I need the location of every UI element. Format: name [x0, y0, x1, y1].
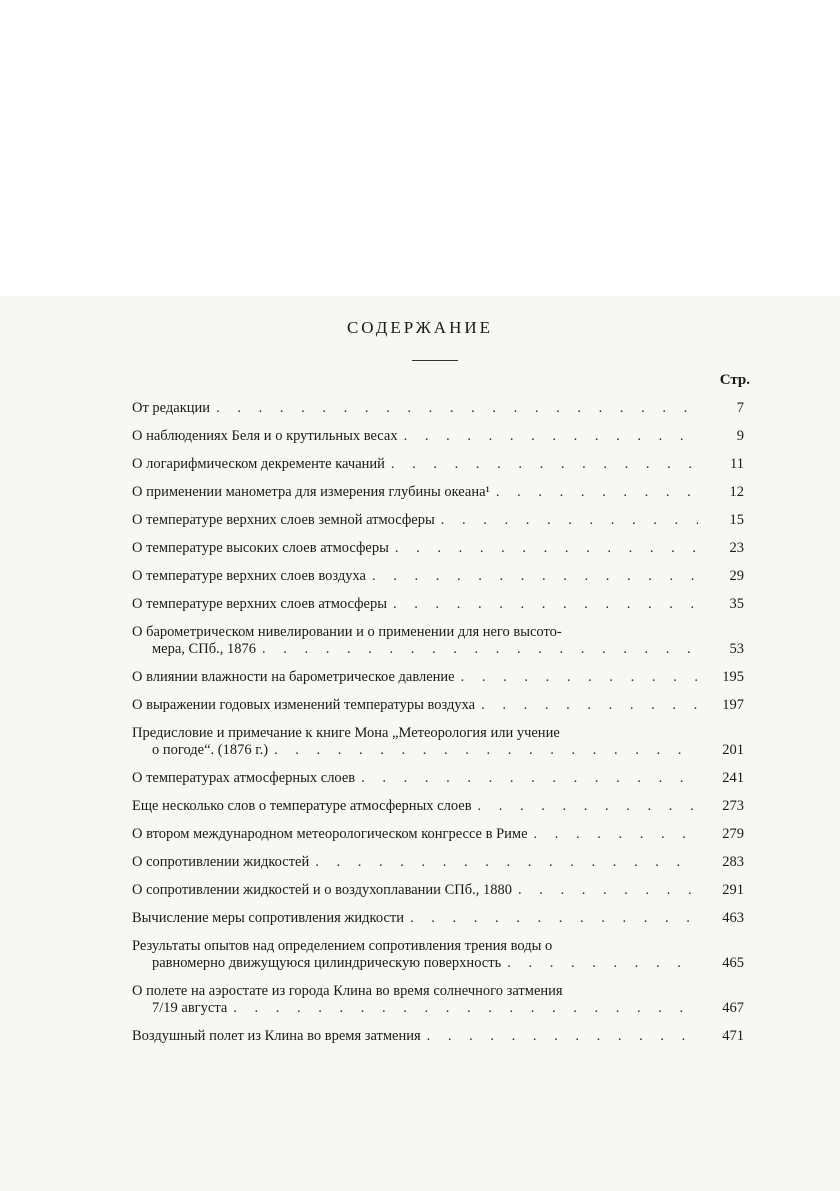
toc-entry — [132, 568, 744, 585]
toc-page-number: 467 — [722, 1000, 744, 1016]
toc-page-number: 23 — [729, 540, 744, 556]
toc-entry — [132, 540, 744, 557]
toc-entry-title: Вычисление меры сопротивления жидкости — [132, 910, 404, 926]
toc-entry — [132, 624, 744, 658]
toc-entry-title-line: 7/19 августа — [152, 1000, 228, 1016]
toc-page-number: 29 — [729, 568, 744, 584]
toc-entry-title: Воздушный полет из Клина во время затмения — [132, 1028, 421, 1044]
dot-leader — [441, 512, 698, 529]
toc-entry — [132, 983, 744, 1017]
dot-leader — [233, 1000, 698, 1017]
toc-entry-title: О втором международном метеорологическом конгрессе в Риме — [132, 826, 528, 842]
toc-entry-title: О температуре высоких слоев атмосферы — [132, 540, 389, 556]
toc-entry — [132, 725, 744, 759]
toc-entry-title: От редакции — [132, 400, 211, 416]
toc-entry-title-line: Результаты опытов над определением сопротивления трения воды о — [132, 938, 553, 954]
toc-entry-title-line: мера, СПб., 1876 — [152, 641, 256, 657]
toc-page-number: 463 — [722, 910, 744, 926]
toc-page-number: 15 — [729, 512, 744, 528]
toc-entry-title: О температуре верхних слоев воздуха — [132, 568, 366, 584]
toc-page-number: 471 — [722, 1028, 744, 1044]
toc-entry-title-line: О барометрическом нивелировании и о применении для него высото- — [132, 624, 562, 640]
toc-entry — [132, 854, 744, 871]
toc-page-number: 7 — [736, 400, 744, 416]
toc-entry — [132, 428, 744, 445]
toc-entry-title: О сопротивлении жидкостей и о воздухоплавании СПб., 1880 — [132, 882, 512, 898]
toc-entry-title-line: Предисловие и примечание к книге Мона „Метеорология или учение — [132, 725, 560, 741]
toc-page-number: 12 — [729, 484, 744, 500]
dot-leader — [518, 882, 698, 899]
toc-entry — [132, 697, 744, 714]
toc-page-number: 195 — [722, 669, 744, 685]
toc-page-number: 53 — [729, 641, 744, 657]
dot-leader — [274, 742, 698, 759]
toc-page-number: 283 — [722, 854, 744, 870]
toc-entry — [132, 512, 744, 529]
dot-leader — [496, 484, 698, 501]
toc-entry — [132, 798, 744, 815]
title-underline — [412, 360, 458, 361]
dot-leader — [393, 596, 698, 613]
table-of-contents — [132, 400, 744, 1056]
blank-area — [0, 0, 840, 296]
dot-leader — [481, 697, 698, 714]
toc-page-number: 273 — [722, 798, 744, 814]
dot-leader — [395, 540, 698, 557]
toc-page-number: 9 — [736, 428, 744, 444]
toc-page-number: 241 — [722, 770, 744, 786]
toc-page-number: 279 — [722, 826, 744, 842]
toc-entry — [132, 456, 744, 473]
dot-leader — [372, 568, 698, 585]
toc-entry-title: О логарифмическом декременте качаний — [132, 456, 385, 472]
toc-entry-title: Еще несколько слов о температуре атмосферных слоев — [132, 798, 472, 814]
toc-entry — [132, 669, 744, 686]
toc-entry — [132, 826, 744, 843]
page-title: СОДЕРЖАНИЕ — [346, 318, 494, 337]
dot-leader — [404, 428, 698, 445]
page-column-header: Стр. — [719, 372, 750, 388]
dot-leader — [391, 456, 698, 473]
toc-entry-title: О выражении годовых изменений температуры воздуха — [132, 697, 476, 713]
toc-entry — [132, 770, 744, 787]
toc-entry — [132, 882, 744, 899]
dot-leader — [361, 770, 698, 787]
dot-leader — [478, 798, 698, 815]
toc-entry — [132, 938, 744, 972]
contents-page — [0, 296, 840, 1191]
dot-leader — [410, 910, 698, 927]
toc-entry-title-line: О полете на аэростате из города Клина во время солнечного затмения — [132, 983, 563, 999]
toc-entry-title: О сопротивлении жидкостей — [132, 854, 310, 870]
toc-entry-title: О температурах атмосферных слоев — [132, 770, 356, 786]
toc-entry-title: О влиянии влажности на барометрическое давление — [132, 669, 455, 685]
toc-entry-title: О температуре верхних слоев атмосферы — [132, 596, 387, 612]
toc-page-number: 465 — [722, 955, 744, 971]
dot-leader — [262, 641, 698, 658]
dot-leader — [427, 1028, 698, 1045]
toc-entry-title: О применении манометра для измерения глубины океана¹ — [132, 484, 490, 500]
toc-entry-title: О наблюдениях Беля и о крутильных весах — [132, 428, 398, 444]
toc-entry-title-line: о погоде“. (1876 г.) — [152, 742, 269, 758]
toc-entry — [132, 400, 744, 417]
dot-leader — [507, 955, 698, 972]
toc-entry-title-line: равномерно движущуюся цилиндрическую поверхность — [152, 955, 502, 971]
toc-page-number: 197 — [722, 697, 744, 713]
toc-page-number: 35 — [729, 596, 744, 612]
toc-page-number: 291 — [722, 882, 744, 898]
dot-leader — [315, 854, 698, 871]
toc-page-number: 201 — [722, 742, 744, 758]
toc-entry — [132, 1028, 744, 1045]
toc-entry — [132, 596, 744, 613]
toc-entry — [132, 484, 744, 501]
toc-entry — [132, 910, 744, 927]
toc-entry-title: О температуре верхних слоев земной атмосферы — [132, 512, 435, 528]
dot-leader — [216, 400, 698, 417]
toc-page-number: 11 — [730, 456, 744, 472]
dot-leader — [534, 826, 698, 843]
dot-leader — [461, 669, 698, 686]
